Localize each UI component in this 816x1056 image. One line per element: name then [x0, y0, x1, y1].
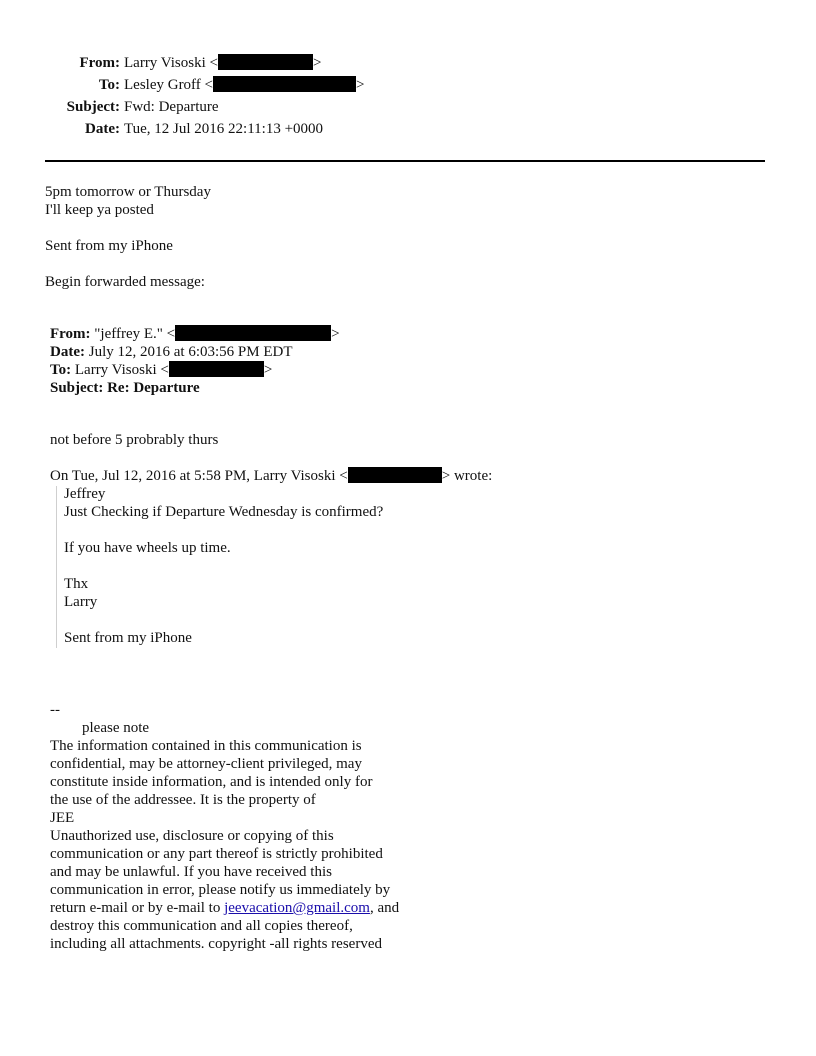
- fwd-to-label: To:: [50, 362, 72, 378]
- header-date-row: [0, 120, 816, 138]
- header-to-row: [0, 76, 816, 94]
- quote-attribution: On Tue, Jul 12, 2016 at 5:58 PM, Larry Visoski < > wrote:: [50, 468, 493, 484]
- disclaimer-line: The information contained in this communication is: [50, 738, 362, 754]
- body-line: I'll keep ya posted: [45, 202, 154, 218]
- redaction-block: [348, 467, 442, 483]
- disclaimer-line: constitute inside information, and is intended only for: [50, 774, 373, 790]
- quoted-line: Larry: [64, 594, 98, 610]
- disclaimer-email-prefix: return e-mail or by e-mail to: [50, 900, 221, 916]
- quoted-line: Jeffrey: [64, 486, 106, 502]
- quoted-line: Thx: [64, 576, 89, 592]
- fwd-subject-value: Re: Departure: [107, 380, 200, 396]
- disclaimer-line: the use of the addressee. It is the property of: [50, 792, 316, 808]
- begin-forwarded-text: Begin forwarded message:: [45, 274, 205, 290]
- redaction-block: [169, 361, 264, 377]
- header-to-label: To:: [98, 77, 120, 93]
- fwd-to-name: Larry Visoski: [74, 362, 157, 378]
- fwd-from-name: "jeffrey E.": [94, 326, 163, 342]
- disclaimer-line: including all attachments. copyright -all rights reserved: [50, 936, 382, 952]
- header-date-label: Date:: [85, 121, 120, 137]
- please-note: please note: [82, 720, 150, 736]
- quoted-line: Sent from my iPhone: [64, 630, 192, 646]
- disclaimer-line: destroy this communication and all copies thereof,: [50, 918, 353, 934]
- fwd-date-value: July 12, 2016 at 6:03:56 PM EDT: [88, 344, 293, 360]
- disclaimer-line: JEE: [50, 810, 75, 826]
- header-divider: [45, 160, 765, 162]
- fwd-subject-label: Subject:: [50, 380, 104, 396]
- disclaimer-line: Unauthorized use, disclosure or copying of this: [50, 828, 334, 844]
- header-from-name: Larry Visoski: [124, 55, 206, 71]
- disclaimer-email-suffix: , and: [369, 900, 400, 916]
- redaction-block: [213, 76, 356, 92]
- signature-dashes: --: [50, 702, 60, 718]
- quote-bar: [56, 486, 57, 648]
- fwd-from-row: From: "jeffrey E." < >: [50, 326, 340, 342]
- quoted-line: Just Checking if Departure Wednesday is confirmed?: [64, 504, 384, 520]
- disclaimer-line: and may be unlawful. If you have received this: [50, 864, 332, 880]
- disclaimer-line: communication or any part thereof is strictly prohibited: [50, 846, 383, 862]
- header-date-value: Tue, 12 Jul 2016 22:11:13 +0000: [124, 121, 324, 137]
- fwd-reply-text: not before 5 probrably thurs: [50, 432, 219, 448]
- redaction-block: [218, 54, 313, 70]
- header-to-name: Lesley Groff: [124, 77, 201, 93]
- fwd-subject-row: [50, 379, 200, 397]
- quote-attribution-suffix: wrote:: [453, 468, 493, 484]
- header-to-value: Lesley Groff < >: [124, 77, 365, 93]
- header-subject-row: [0, 98, 816, 116]
- quoted-line: If you have wheels up time.: [64, 540, 231, 556]
- redaction-block: [175, 325, 331, 341]
- disclaimer-line: communication in error, please notify us immediately by: [50, 882, 391, 898]
- sent-from-signature: Sent from my iPhone: [45, 238, 173, 254]
- email-link[interactable]: jeevacation@gmail.com: [224, 900, 370, 916]
- quote-attribution-prefix: On Tue, Jul 12, 2016 at 5:58 PM, Larry Visoski: [50, 468, 336, 484]
- header-subject-value: Fwd: Departure: [124, 99, 219, 115]
- fwd-from-label: From:: [50, 326, 91, 342]
- disclaimer-line: confidential, may be attorney-client privileged, may: [50, 756, 362, 772]
- header-subject-label: Subject:: [66, 99, 120, 115]
- fwd-date-row: [50, 343, 293, 361]
- body-line: 5pm tomorrow or Thursday: [45, 184, 211, 200]
- header-from-label: From:: [79, 55, 120, 71]
- fwd-to-row: To: Larry Visoski < >: [50, 362, 273, 378]
- header-from-value: Larry Visoski < >: [124, 55, 322, 71]
- disclaimer-line-email: [50, 899, 399, 917]
- fwd-date-label: Date:: [50, 344, 85, 360]
- header-from-row: [0, 54, 816, 72]
